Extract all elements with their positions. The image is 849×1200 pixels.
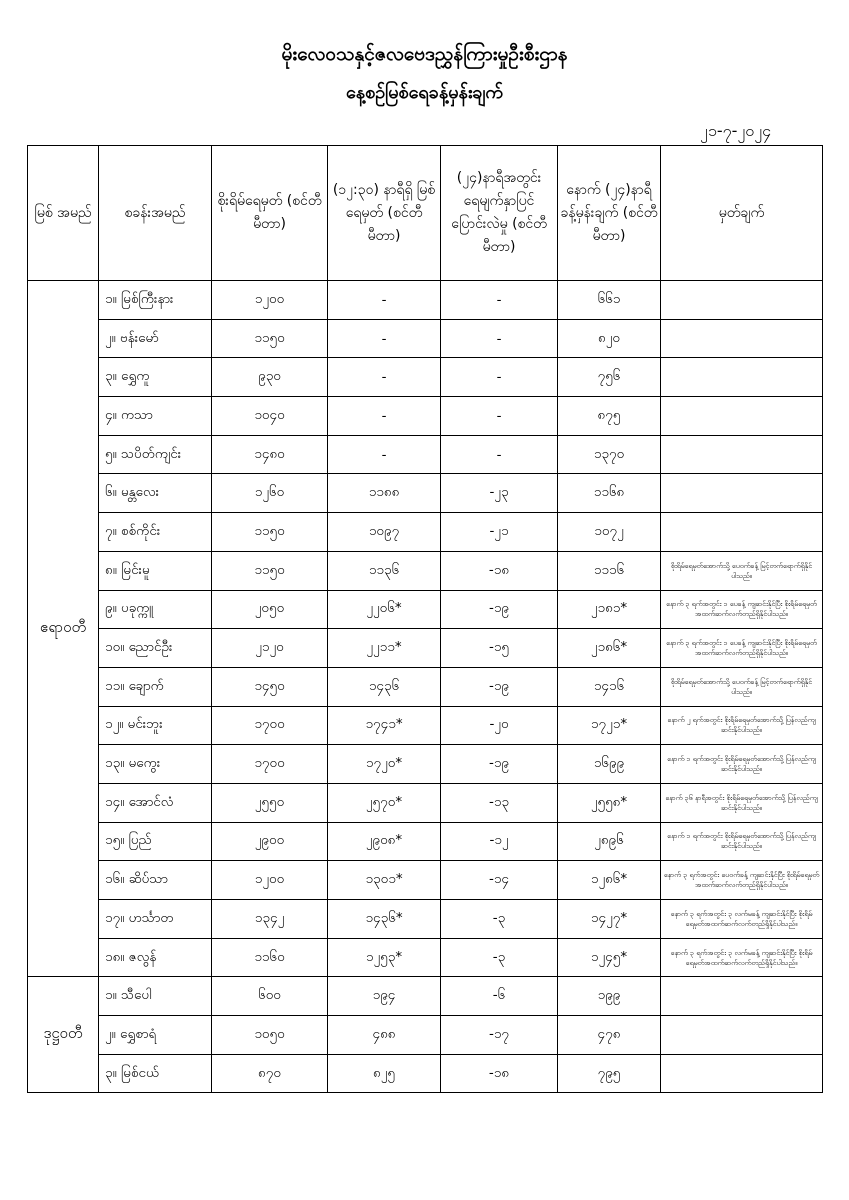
forecast-level: ၁၁၁၆: [558, 551, 661, 590]
table-row: [28, 551, 823, 590]
forecast-level: ၁၂၈၆*: [558, 861, 661, 900]
station-name: ၁၇။ ဟင်္သာတ: [99, 900, 212, 939]
remark: နောက် ၃ ရက်အတွင်း ၃ လက်မခန့် ကျဆင်းနိုင်ပြီး စိုးရိမ်ရေမှတ်အထက်ဆက်လက်တည်ရှိနိုင်ပါသည်။: [661, 938, 823, 977]
danger-level: ၂၀၅၀: [212, 590, 328, 629]
remark: [661, 1054, 823, 1093]
danger-level: ၁၂၀၀: [212, 861, 328, 900]
current-level: ၁၀၉၇: [328, 513, 441, 552]
table-row: [28, 861, 823, 900]
station-name: ၁၃။ မကွေး: [99, 745, 212, 784]
level-change: -၁၉: [441, 745, 558, 784]
table-row: [28, 281, 823, 320]
danger-level: ၂၉၀၀: [212, 822, 328, 861]
forecast-level: ၁၉၉: [558, 977, 661, 1016]
table-row: [28, 358, 823, 397]
level-change: -၂၁: [441, 513, 558, 552]
header-danger-level: စိုးရိမ်ရေမှတ် (စင်တီမီတာ): [212, 146, 328, 281]
table-row: [28, 435, 823, 474]
level-change: -၁၇: [441, 1016, 558, 1055]
remark: [661, 397, 823, 436]
station-name: ၁၂။ မင်းဘူး: [99, 706, 212, 745]
danger-level: ၁၄၅၀: [212, 667, 328, 706]
table-row: [28, 938, 823, 977]
danger-level: ၁၁၅၀: [212, 551, 328, 590]
danger-level: ၈၇၀: [212, 1054, 328, 1093]
current-level: ၈၂၅: [328, 1054, 441, 1093]
danger-level: ၁၁၅၀: [212, 319, 328, 358]
forecast-level: ၁၂၄၅*: [558, 938, 661, 977]
danger-level: ၁၄၈၀: [212, 435, 328, 474]
station-name: ၁။ မြစ်ကြီးနား: [99, 281, 212, 320]
station-name: ၃။ မြစ်ငယ်: [99, 1054, 212, 1093]
forecast-level: ၁၁၆၈: [558, 474, 661, 513]
remark: နောက် ၃၆ နာရီအတွင်း စိုးရိမ်ရေမှတ်အောက်သို့ ပြန်လည်ကျဆင်းနိုင်ပါသည်။: [661, 783, 823, 822]
remark: နောက် ၂ ရက်အတွင်း စိုးရိမ်ရေမှတ်အောက်သို့ ပြန်လည်ကျဆင်းနိုင်ပါသည်။: [661, 706, 823, 745]
level-change: -၂၀: [441, 706, 558, 745]
forecast-level: ၁၄၁၆: [558, 667, 661, 706]
current-level: -: [328, 435, 441, 474]
level-change: -: [441, 281, 558, 320]
level-change: -၂၃: [441, 474, 558, 513]
table-row: [28, 706, 823, 745]
remark: နောက် ၃ ရက်အတွင်း ပေ၀က်ခန့် ကျဆင်းနိုင်ပြီး စိုးရိမ်ရေမှတ်အထက်ဆက်လက်တည်ရှိနိုင်ပါသည်။: [661, 861, 823, 900]
level-change: -၁၉: [441, 667, 558, 706]
station-name: ၁၄။ အောင်လံ: [99, 783, 212, 822]
station-name: ၅။ သပိတ်ကျင်း: [99, 435, 212, 474]
level-change: -: [441, 358, 558, 397]
current-level: ၁၄၃၆*: [328, 900, 441, 939]
danger-level: ၂၅၅၀: [212, 783, 328, 822]
danger-level: ၁၇၀၀: [212, 745, 328, 784]
station-name: ၁။ သီပေါ: [99, 977, 212, 1016]
remark: စိုးရိမ်ရေမှတ်အောက်သို့ ပေ၀က်ခန့် မြင့်တက်ရောက်ရှိနိုင်ပါသည်။: [661, 667, 823, 706]
level-change: -၃: [441, 938, 558, 977]
page-title: မိုးလေဝသနှင့်ဇလဗေဒညွှန်ကြားမှုဦးစီးဌာန: [281, 43, 568, 65]
level-change: -၃: [441, 900, 558, 939]
station-name: ၁၁။ ချောက်: [99, 667, 212, 706]
forecast-level: ၁၄၂၇*: [558, 900, 661, 939]
level-change: -၁၂: [441, 822, 558, 861]
table-row: [28, 590, 823, 629]
level-change: -၁၈: [441, 551, 558, 590]
station-name: ၁၅။ ပြည်: [99, 822, 212, 861]
level-change: -၁၈: [441, 1054, 558, 1093]
current-level: ၁၇၂၀*: [328, 745, 441, 784]
remark: [661, 513, 823, 552]
current-level: -: [328, 358, 441, 397]
station-name: ၈။ မြင်းမူ: [99, 551, 212, 590]
forecast-level: ၁၀၇၂: [558, 513, 661, 552]
current-level: ၄၈၈: [328, 1016, 441, 1055]
page-subtitle: နေ့စဉ်မြစ်ရေခန့်မှန်းချက်: [346, 82, 503, 103]
current-level: ၁၃၀၁*: [328, 861, 441, 900]
current-level: -: [328, 319, 441, 358]
table-row: [28, 783, 823, 822]
table-row: [28, 977, 823, 1016]
current-level: ၂၅၇၀*: [328, 783, 441, 822]
header-station: စခန်းအမည်: [99, 146, 212, 281]
remark: [661, 319, 823, 358]
danger-level: ၁၁၆၀: [212, 938, 328, 977]
remark: စိုးရိမ်ရေမှတ်အောက်သို့ ပေ၀က်ခန့် မြင့်တက်ရောက်ရှိနိုင်ပါသည်။: [661, 551, 823, 590]
table-row: [28, 474, 823, 513]
level-change: -၁၅: [441, 629, 558, 668]
remark: နောက် ၁ ရက်အတွင်း စိုးရိမ်ရေမှတ်အောက်သို့ ပြန်လည်ကျဆင်းနိုင်ပါသည်။: [661, 745, 823, 784]
forecast-level: ၆၆၁: [558, 281, 661, 320]
station-name: ၁၈။ ဇလွန်: [99, 938, 212, 977]
danger-level: ၁၀၅၀: [212, 1016, 328, 1055]
remark: [661, 281, 823, 320]
station-name: ၃။ ရွှေကူ: [99, 358, 212, 397]
forecast-level: ၂၈၉၆: [558, 822, 661, 861]
header-change: (၂၄)နာရီအတွင်း ရေမျက်နှာပြင် ပြောင်းလဲမှု (စင်တီမီတာ): [441, 146, 558, 281]
danger-level: ၁၂၀၀: [212, 281, 328, 320]
table-row: [28, 397, 823, 436]
level-change: -: [441, 319, 558, 358]
current-level: -: [328, 397, 441, 436]
forecast-level: ၄၇၈: [558, 1016, 661, 1055]
header-current-level: (၁၂:၃၀) နာရီရှိ မြစ်ရေမှတ် (စင်တီမီတာ): [328, 146, 441, 281]
current-level: ၁၁၈၈: [328, 474, 441, 513]
remark: နောက် ၃ ရက်အတွင်း ၁ ပေခန့် ကျဆင်းနိုင်ပြီး စိုးရိမ်ရေမှတ်အထက်ဆက်လက်တည်ရှိနိုင်ပါသည်။: [661, 590, 823, 629]
table-row: [28, 1054, 823, 1093]
forecast-table: [27, 145, 823, 1093]
station-name: ၇။ စစ်ကိုင်း: [99, 513, 212, 552]
remark: နောက် ၃ ရက်အတွင်း ၁ ပေခန့် ကျဆင်းနိုင်ပြီး စိုးရိမ်ရေမှတ်အထက်ဆက်လက်တည်ရှိနိုင်ပါသည်။: [661, 629, 823, 668]
current-level: ၁၁၃၆: [328, 551, 441, 590]
current-level: ၁၄၃၆: [328, 667, 441, 706]
forecast-level: ၂၁၈၁*: [558, 590, 661, 629]
level-change: -: [441, 435, 558, 474]
forecast-level: ၁၇၂၁*: [558, 706, 661, 745]
remark: [661, 435, 823, 474]
danger-level: ၁၇၀၀: [212, 706, 328, 745]
forecast-level: ၁၃၇၀: [558, 435, 661, 474]
table-row: [28, 513, 823, 552]
level-change: -၆: [441, 977, 558, 1016]
table-header-row: [28, 146, 823, 281]
level-change: -၁၉: [441, 590, 558, 629]
station-name: ၄။ ကသာ: [99, 397, 212, 436]
station-name: ၆။ မန္တလေး: [99, 474, 212, 513]
table-row: [28, 319, 823, 358]
header-forecast: နောက် (၂၄)နာရီ ခန့်မှန်းချက် (စင်တီမီတာ): [558, 146, 661, 281]
current-level: ၂၂၁၁*: [328, 629, 441, 668]
current-level: ၁၂၅၃*: [328, 938, 441, 977]
forecast-level: ၇၉၅: [558, 1054, 661, 1093]
danger-level: ၁၀၄၀: [212, 397, 328, 436]
table-row: [28, 900, 823, 939]
station-name: ၉။ ပခုက္ကူ: [99, 590, 212, 629]
current-level: ၂၉၀၈*: [328, 822, 441, 861]
header-river: မြစ် အမည်: [28, 146, 99, 281]
table-body: [28, 281, 823, 1093]
forecast-level: ၈၇၅: [558, 397, 661, 436]
level-change: -: [441, 397, 558, 436]
remark: နောက် ၃ ရက်အတွင်း ၃ လက်မခန့် ကျဆင်းနိုင်ပြီး စိုးရိမ်ရေမှတ်အထက်ဆက်လက်တည်ရှိနိုင်ပါသည်။: [661, 900, 823, 939]
current-level: -: [328, 281, 441, 320]
header-remark: မှတ်ချက်: [661, 146, 823, 281]
current-level: ၁၇၄၁*: [328, 706, 441, 745]
danger-level: ၂၁၂၀: [212, 629, 328, 668]
station-name: ၂။ ရွှေစာရံ: [99, 1016, 212, 1055]
level-change: -၁၃: [441, 783, 558, 822]
danger-level: ၆၀၀: [212, 977, 328, 1016]
table-row: [28, 667, 823, 706]
forecast-level: ၂၅၅၈*: [558, 783, 661, 822]
forecast-level: ၁၆၉၉: [558, 745, 661, 784]
danger-level: ၁၁၅၀: [212, 513, 328, 552]
remark: [661, 474, 823, 513]
forecast-level: ၈၂၀: [558, 319, 661, 358]
table-row: [28, 822, 823, 861]
danger-level: ၉၃၀: [212, 358, 328, 397]
level-change: -၁၄: [441, 861, 558, 900]
remark: [661, 1016, 823, 1055]
station-name: ၁၆။ ဆိပ်သာ: [99, 861, 212, 900]
forecast-level: ၂၁၈၆*: [558, 629, 661, 668]
station-name: ၂။ ဗန်းမော်: [99, 319, 212, 358]
danger-level: ၁၂၆၀: [212, 474, 328, 513]
table-row: [28, 629, 823, 668]
remark: [661, 977, 823, 1016]
remark: နောက် ၁ ရက်အတွင်း စိုးရိမ်ရေမှတ်အောက်သို့ ပြန်လည်ကျဆင်းနိုင်ပါသည်။: [661, 822, 823, 861]
river-name: ဒုဋ္ဌဝတီ: [28, 977, 99, 1093]
forecast-level: ၇၅၆: [558, 358, 661, 397]
current-level: ၁၉၄: [328, 977, 441, 1016]
river-name: ဧရာဝတီ: [28, 281, 99, 977]
table-row: [28, 1016, 823, 1055]
remark: [661, 358, 823, 397]
report-date: ၂၁-၇-၂၀၂၄: [700, 121, 772, 140]
danger-level: ၁၃၄၂: [212, 900, 328, 939]
station-name: ၁၀။ ညောင်ဦး: [99, 629, 212, 668]
current-level: ၂၂၀၆*: [328, 590, 441, 629]
table-row: [28, 745, 823, 784]
